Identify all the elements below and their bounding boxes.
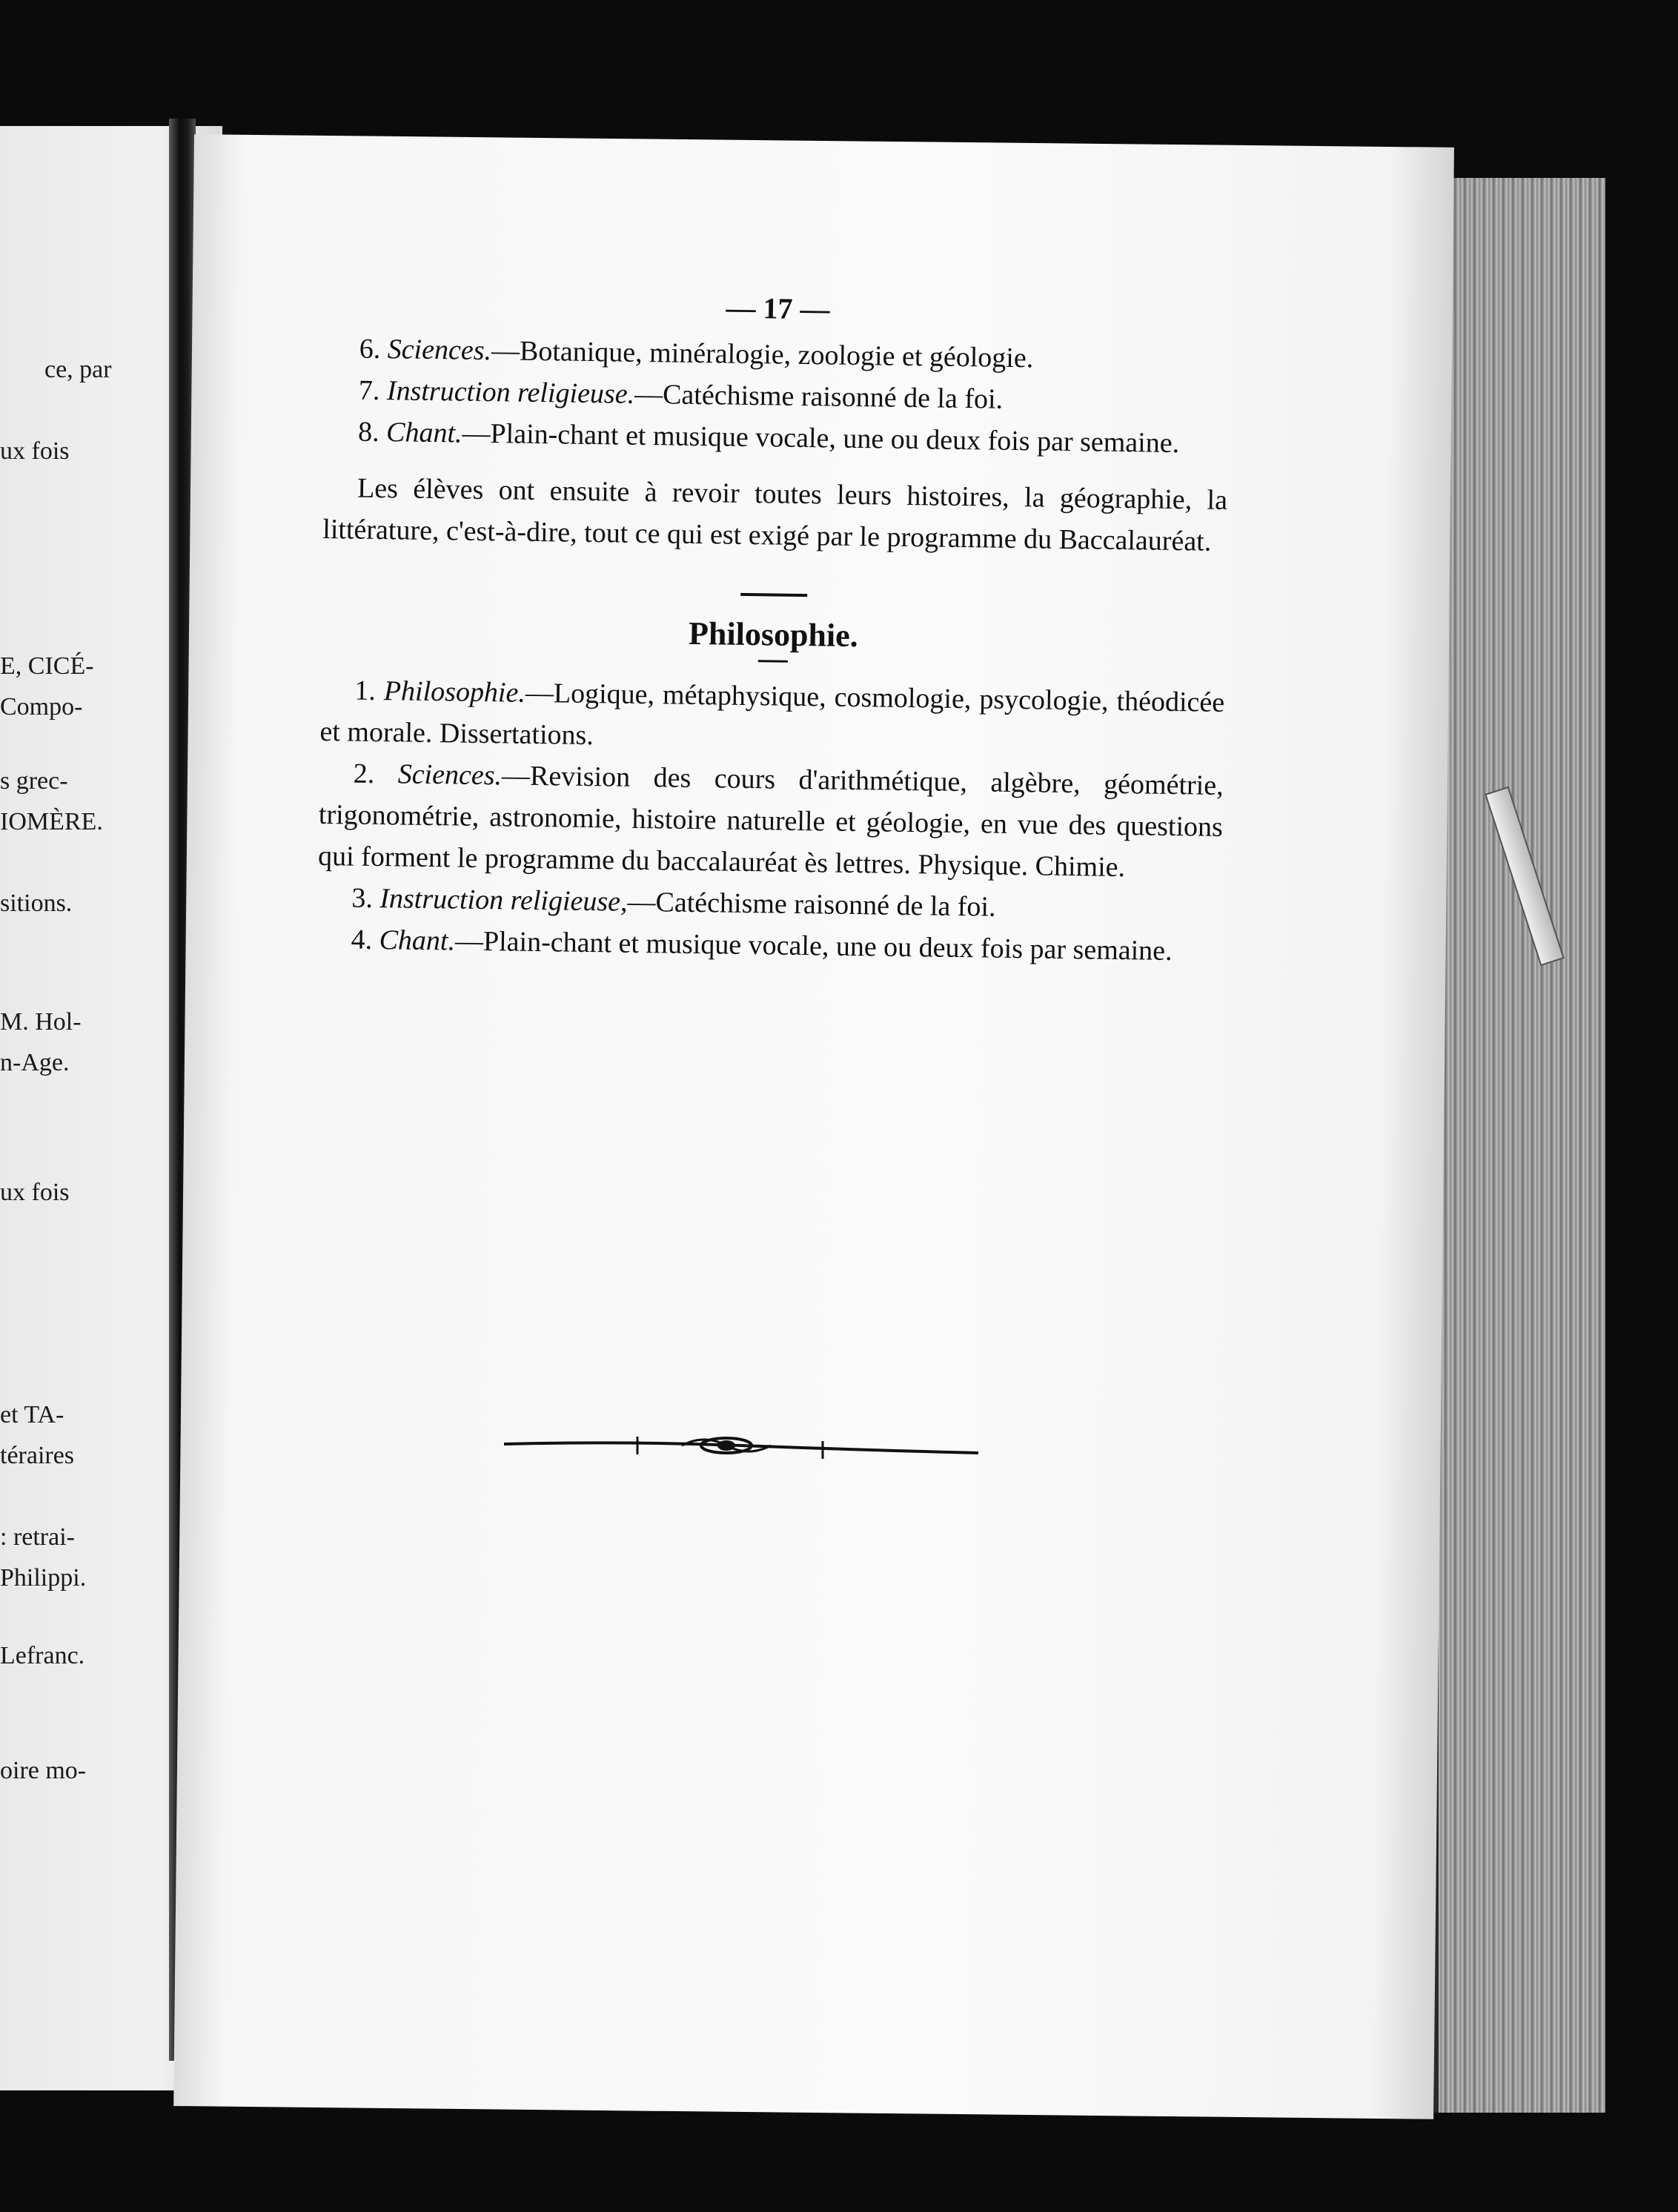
left-text-fragment: ce, par (44, 356, 112, 383)
list-item (318, 752, 1224, 890)
page-text-block (316, 282, 1230, 973)
left-text-fragment: M. Hol- (0, 1008, 82, 1036)
left-text-fragment: sitions. (0, 890, 73, 917)
left-text-fragment: Compo- (0, 693, 83, 721)
ornament-icon (504, 1423, 978, 1468)
left-text-fragment: s grec- (0, 767, 68, 795)
item-label: Philosophie. (383, 675, 526, 709)
review-paragraph: Les élèves ont ensuite à revoir toutes leurs histoires, la géographie, la littérature, c'est-à-dire, tout ce qui est exigé par le programme du Baccalauréat. (322, 472, 1228, 557)
left-text-fragment: n-Age. (0, 1049, 70, 1076)
top-items-list (324, 328, 1230, 465)
title-underline (758, 660, 788, 663)
item-text: —Catéchisme raisonné de la foi. (634, 378, 1004, 415)
item-label: Sciences. (387, 334, 492, 367)
section-divider (740, 593, 807, 597)
item-label: Instruction religieuse, (379, 883, 628, 918)
item-text: —Botanique, minéralogie, zoologie et géologie. (491, 335, 1034, 374)
item-text: —Catéchisme raisonné de la foi. (627, 886, 996, 923)
item-text: —Revision des cours d'arithmétique, algèbre, géométrie, trigonométrie, astronomie, histoire naturelle et géologie, en vue des questions qui forment le programme du baccalauréat ès lettres. Physique. Chimie. (317, 760, 1224, 884)
item-number: 8. (357, 416, 387, 448)
left-text-fragment: : retrai- (0, 1523, 75, 1551)
item-label: Chant. (385, 417, 462, 449)
philosophy-items-list (316, 669, 1224, 973)
item-number: 1. (354, 675, 385, 707)
left-text-fragment: Lefranc. (0, 1642, 85, 1669)
left-text-fragment: Philippi. (0, 1564, 87, 1592)
left-text-fragment: ux fois (0, 1179, 70, 1206)
item-number: 7. (358, 374, 388, 407)
list-item (319, 669, 1224, 765)
left-text-fragment: IOMÈRE. (0, 808, 103, 835)
left-text-fragment: ux fois (0, 437, 70, 465)
item-text: —Plain-chant et musique vocale, une ou deux fois par semaine. (454, 925, 1173, 967)
left-text-fragment: téraires (0, 1442, 75, 1469)
ornament-divider (504, 1423, 978, 1468)
item-number: 3. (351, 882, 380, 915)
item-number: 6. (359, 333, 388, 365)
item-text: —Plain-chant et musique vocale, une ou deux fois par semaine. (462, 417, 1180, 460)
page-number: — 17 — (726, 291, 830, 326)
item-number: 2. (353, 758, 399, 790)
item-text: —Logique, métaphysique, cosmologie, psycologie, théodicée et morale. Dissertations. (319, 677, 1225, 752)
item-number: 4. (351, 924, 379, 956)
left-text-fragment: et TA- (0, 1401, 64, 1428)
item-label: Instruction religieuse. (386, 375, 635, 410)
item-label: Sciences. (397, 758, 503, 792)
left-text-fragment: oire mo- (0, 1757, 87, 1784)
left-text-fragment: E, CICÉ- (0, 652, 94, 680)
page-edges (1434, 178, 1605, 2113)
section-title: Philosophie. (688, 615, 859, 655)
item-label: Chant. (379, 924, 456, 957)
